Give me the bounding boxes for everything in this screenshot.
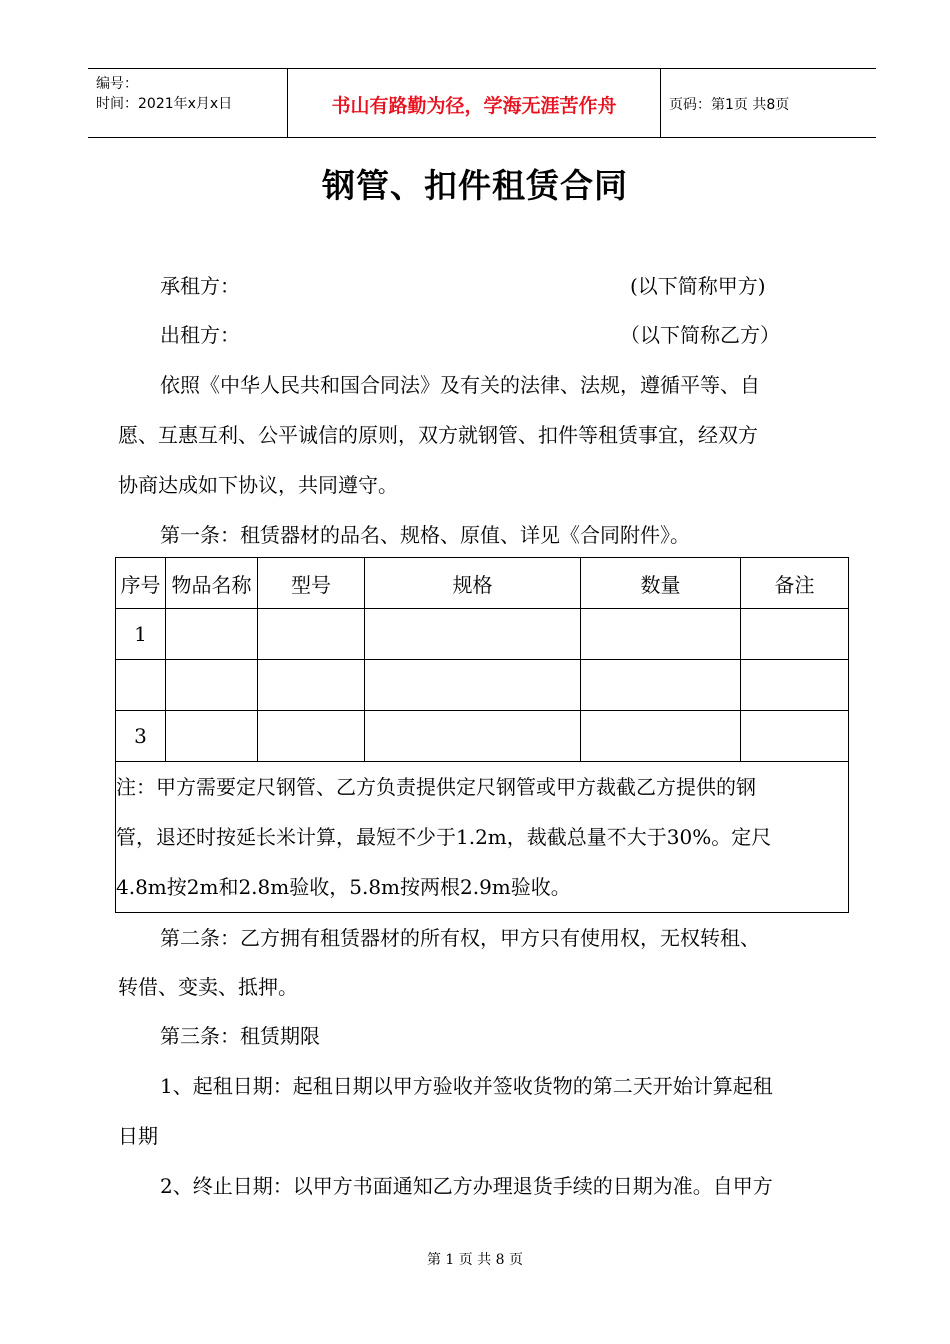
article-3-heading: 第三条：租赁期限 bbox=[160, 1024, 320, 1048]
article-3-item-2-line-1: 2、终止日期：以甲方书面通知乙方办理退货手续的日期为准。自甲方 bbox=[160, 1174, 773, 1198]
document-header bbox=[88, 68, 876, 138]
table-note-row bbox=[116, 762, 849, 913]
rental-items-table bbox=[115, 557, 849, 913]
table-cell bbox=[258, 711, 365, 762]
article-3-item-1-line-1: 1、起租日期：起租日期以甲方验收并签收货物的第二天开始计算起租 bbox=[160, 1074, 773, 1098]
table-note-cell bbox=[116, 762, 849, 913]
lessee-label: 承租方： bbox=[160, 274, 240, 298]
table-header-cell: 备注 bbox=[741, 558, 849, 609]
article-3-item-1-line-2: 日期 bbox=[118, 1124, 158, 1148]
lessee-note: (以下简称甲方) bbox=[630, 274, 766, 298]
document-date-label: 时间：2021年x月x日 bbox=[96, 96, 233, 112]
table-header-cell: 序号 bbox=[116, 558, 166, 609]
table-cell: 3 bbox=[116, 711, 166, 762]
article-2-line-2: 转借、变卖、抵押。 bbox=[118, 975, 298, 999]
table-cell bbox=[116, 660, 166, 711]
table-header-row bbox=[116, 558, 849, 609]
header-page-cell bbox=[661, 69, 876, 137]
table-cell bbox=[258, 609, 365, 660]
table-row bbox=[116, 660, 849, 711]
article-2-line-1: 第二条：乙方拥有租赁器材的所有权，甲方只有使用权，无权转租、 bbox=[160, 926, 760, 950]
table-note-line-1: 注：甲方需要定尺钢管、乙方负责提供定尺钢管或甲方裁截乙方提供的钢 bbox=[116, 775, 756, 799]
table-cell bbox=[365, 660, 581, 711]
lessor-label: 出租方： bbox=[160, 323, 240, 347]
table-cell bbox=[166, 711, 258, 762]
table-cell bbox=[741, 609, 849, 660]
table-cell bbox=[741, 711, 849, 762]
table-cell bbox=[581, 711, 741, 762]
table-cell bbox=[581, 609, 741, 660]
table-header-cell: 规格 bbox=[365, 558, 581, 609]
table-header-cell: 数量 bbox=[581, 558, 741, 609]
table-cell bbox=[166, 609, 258, 660]
header-page-info: 页码：第1页 共8页 bbox=[669, 97, 790, 113]
table-cell bbox=[581, 660, 741, 711]
table-cell bbox=[365, 711, 581, 762]
document-title: 钢管、扣件租赁合同 bbox=[322, 166, 628, 205]
intro-line-1: 依照《中华人民共和国合同法》及有关的法律、法规，遵循平等、自 bbox=[160, 373, 760, 397]
article-1: 第一条：租赁器材的品名、规格、原值、详见《合同附件》。 bbox=[160, 523, 690, 547]
table-note-line-3: 4.8m按2m和2.8m验收，5.8m按两根2.9m验收。 bbox=[116, 875, 571, 899]
table-cell: 1 bbox=[116, 609, 166, 660]
header-motto: 书山有路勤为径，学海无涯苦作舟 bbox=[331, 95, 617, 117]
lessor-note: （以下简称乙方） bbox=[620, 323, 780, 347]
table-cell bbox=[365, 609, 581, 660]
intro-line-3: 协商达成如下协议，共同遵守。 bbox=[118, 473, 398, 497]
intro-line-2: 愿、互惠互利、公平诚信的原则，双方就钢管、扣件等租赁事宜，经双方 bbox=[118, 423, 758, 447]
page-footer: 第 1 页 共 8 页 bbox=[426, 1252, 524, 1268]
table-header-cell: 型号 bbox=[258, 558, 365, 609]
table-note-line-2: 管，退还时按延长米计算，最短不少于1.2m，裁截总量不大于30%。定尺 bbox=[116, 825, 772, 849]
table-row bbox=[116, 711, 849, 762]
header-motto-cell bbox=[288, 69, 661, 137]
table-cell bbox=[258, 660, 365, 711]
table-cell bbox=[166, 660, 258, 711]
header-meta-cell bbox=[88, 69, 288, 137]
table-cell bbox=[741, 660, 849, 711]
table-header-cell: 物品名称 bbox=[166, 558, 258, 609]
table-row bbox=[116, 609, 849, 660]
document-number-label: 编号： bbox=[96, 76, 138, 92]
